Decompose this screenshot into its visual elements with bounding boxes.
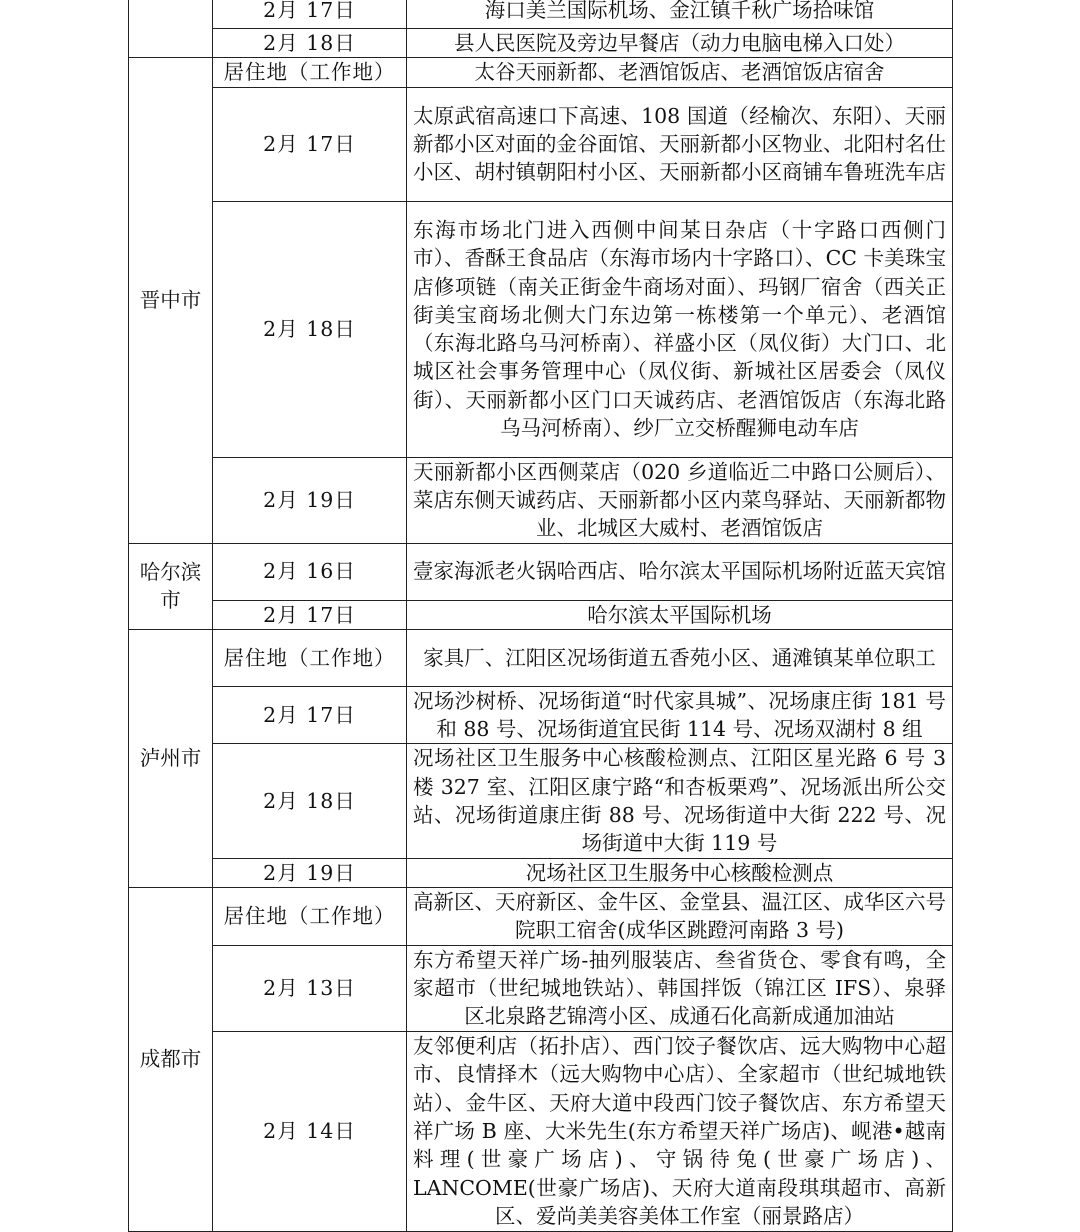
table-row xyxy=(129,686,953,744)
date-cell: 2月 14日 xyxy=(213,1031,407,1231)
locations-cell: 友邻便利店（拓扑店）、西门饺子餐饮店、远大购物中心超市、良情择木（远大购物中心店）、全家超市（世纪城地铁站）、金牛区、天府大道中段西门饺子餐饮店、东方希望天祥广场 B 座、大米先生(东方希望天祥广场店)、岘港•越南料理(世豪广场店)、守锅待兔(世豪广场店)、LANCOME(世豪广场店)、天府大道南段琪琪超市、高新区、爱尚美美容美体工作室（丽景路店） xyxy=(407,1031,953,1231)
locations-cell: 海口美兰国际机场、金江镇千秋广场拾味馆 xyxy=(407,0,953,29)
table-row xyxy=(129,887,953,945)
table-row xyxy=(129,744,953,858)
table-row xyxy=(129,201,953,457)
date-cell: 2月 17日 xyxy=(213,0,407,29)
locations-cell: 况场沙树桥、况场街道“时代家具城”、况场康庄街 181 号和 88 号、况场街道宜民街 114 号、况场双湖村 8 组 xyxy=(407,686,953,744)
date-cell: 居住地（工作地） xyxy=(213,629,407,686)
date-cell: 2月 18日 xyxy=(213,201,407,457)
table-row xyxy=(129,858,953,887)
locations-cell: 况场社区卫生服务中心核酸检测点、江阳区星光路 6 号 3 楼 327 室、江阳区康宁路“和杏板栗鸡”、况场派出所公交站、况场街道康庄街 88 号、况场街道中大街 222 号、况场街道中大街 119 号 xyxy=(407,744,953,858)
locations-cell: 东方希望天祥广场-抽列服装店、叁省货仓、零食有鸣，全家超市（世纪城地铁站）、韩国拌饭（锦江区 IFS）、泉驿区北泉路艺锦湾小区、成通石化高新成通加油站 xyxy=(407,945,953,1031)
table-row xyxy=(129,945,953,1031)
locations-cell: 太原武宿高速口下高速、108 国道（经榆次、东阳）、天丽新都小区对面的金谷面馆、天丽新都小区物业、北阳村名仕小区、胡村镇朝阳村小区、天丽新都小区商铺车鲁班洗车店 xyxy=(407,87,953,201)
date-cell: 居住地（工作地） xyxy=(213,58,407,87)
table-row xyxy=(129,600,953,629)
date-cell: 2月 19日 xyxy=(213,457,407,543)
date-cell: 居住地（工作地） xyxy=(213,887,407,945)
table-row xyxy=(129,0,953,29)
city-cell-continued xyxy=(129,0,213,58)
city-cell-jinzhong: 晋中市 xyxy=(129,58,213,543)
locations-cell: 东海市场北门进入西侧中间某日杂店（十字路口西侧门市）、香酥王食品店（东海市场内十字路口）、CC 卡美珠宝店修项链（南关正街金牛商场对面）、玛钢厂宿舍（西关正街美宝商场北侧大门东边第一栋楼第一个单元）、老酒馆（东海北路乌马河桥南）、祥盛小区（凤仪街）大门口、北城区社会事务管理中心（凤仪街、新城社区居委会（凤仪街）、天丽新都小区门口天诚药店、老酒馆饭店（东海北路乌马河桥南）、纱厂立交桥醒狮电动车店 xyxy=(407,201,953,457)
locations-cell: 况场社区卫生服务中心核酸检测点 xyxy=(407,858,953,887)
date-cell: 2月 17日 xyxy=(213,686,407,744)
date-cell: 2月 19日 xyxy=(213,858,407,887)
date-cell: 2月 18日 xyxy=(213,744,407,858)
date-cell: 2月 17日 xyxy=(213,87,407,201)
locations-cell: 县人民医院及旁边早餐店（动力电脑电梯入口处） xyxy=(407,29,953,58)
city-cell-chengdu: 成都市 xyxy=(129,887,213,1231)
table-row xyxy=(129,1031,953,1231)
table-row xyxy=(129,629,953,686)
table-row xyxy=(129,87,953,201)
city-cell-luzhou: 泸州市 xyxy=(129,629,213,887)
locations-cell: 家具厂、江阳区况场街道五香苑小区、通滩镇某单位职工 xyxy=(407,629,953,686)
locations-cell: 壹家海派老火锅哈西店、哈尔滨太平国际机场附近蓝天宾馆 xyxy=(407,543,953,600)
table-row xyxy=(129,543,953,600)
locations-cell: 太谷天丽新都、老酒馆饭店、老酒馆饭店宿舍 xyxy=(407,58,953,87)
date-cell: 2月 17日 xyxy=(213,600,407,629)
date-cell: 2月 16日 xyxy=(213,543,407,600)
date-cell: 2月 13日 xyxy=(213,945,407,1031)
city-cell-harbin: 哈尔滨市 xyxy=(129,543,213,629)
locations-cell: 天丽新都小区西侧菜店（020 乡道临近二中路口公厕后）、菜店东侧天诚药店、天丽新都小区内菜鸟驿站、天丽新都物业、北城区大威村、老酒馆饭店 xyxy=(407,457,953,543)
table-row xyxy=(129,457,953,543)
date-cell: 2月 18日 xyxy=(213,29,407,58)
table-row xyxy=(129,29,953,58)
locations-cell: 哈尔滨太平国际机场 xyxy=(407,600,953,629)
table-row xyxy=(129,58,953,87)
epidemic-location-table xyxy=(128,0,953,1232)
locations-cell: 高新区、天府新区、金牛区、金堂县、温江区、成华区六号院职工宿舍(成华区跳蹬河南路 3 号) xyxy=(407,887,953,945)
